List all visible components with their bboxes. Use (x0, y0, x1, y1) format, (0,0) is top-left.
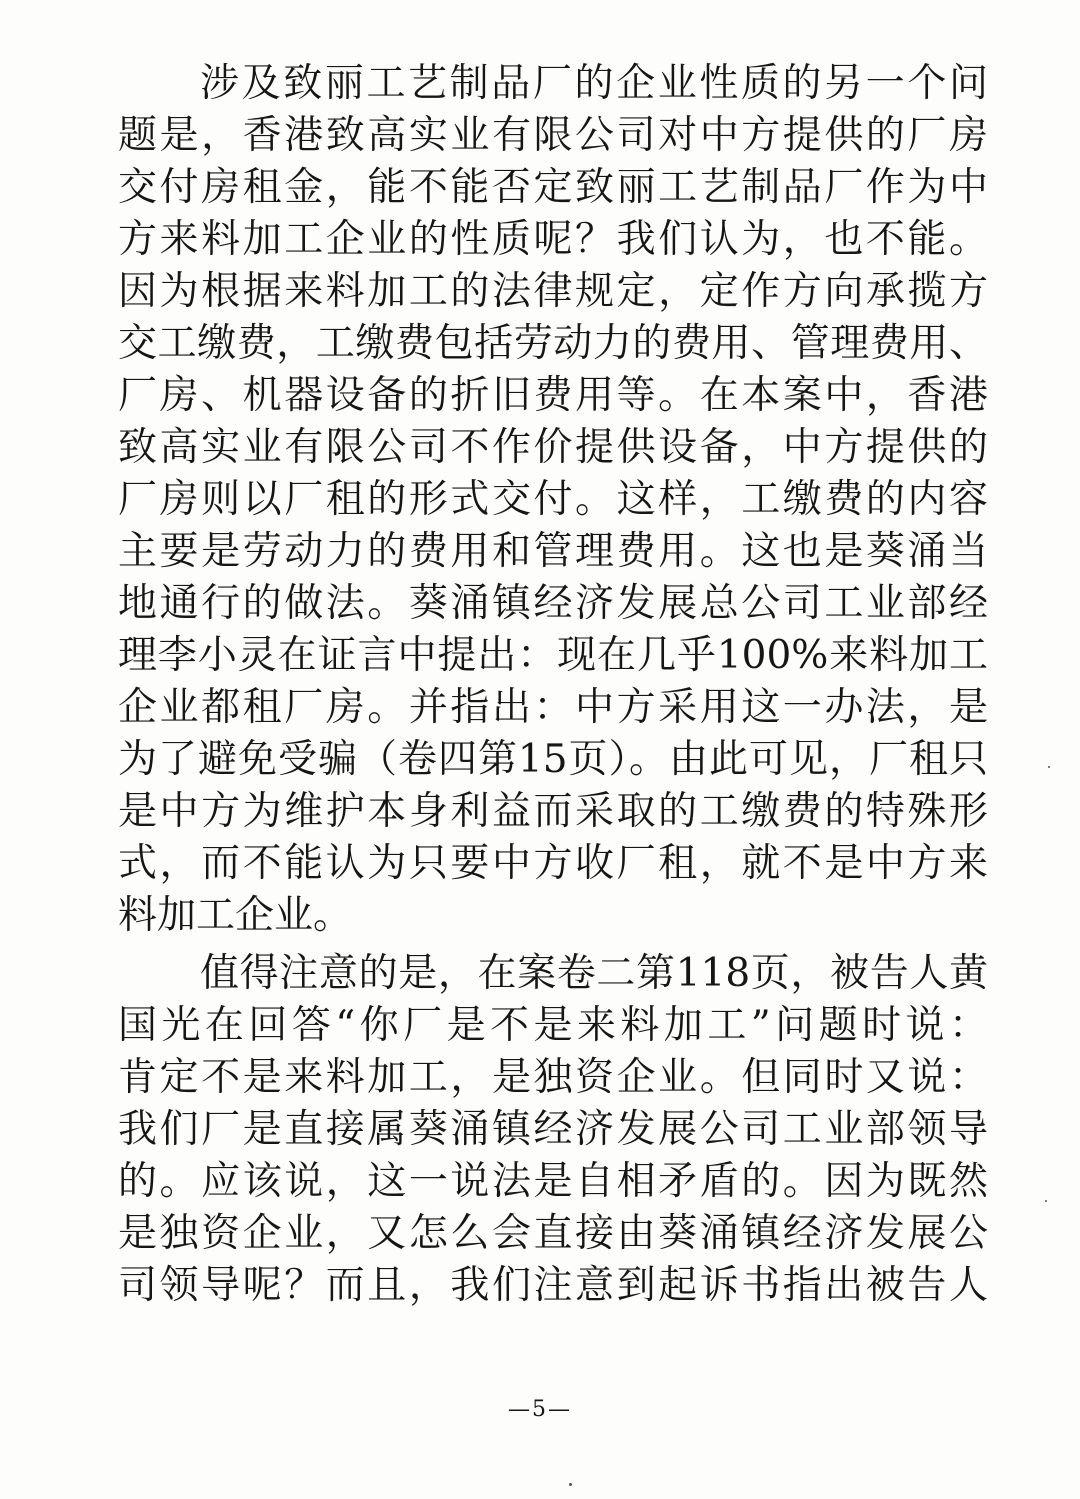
paragraph-1-line-4: 方来料加工企业的性质呢？我们认为，也不能。 (118, 217, 988, 262)
scan-speck (1045, 1200, 1047, 1202)
paragraph-2-line-6: 是独资企业，又怎么会直接由葵涌镇经济发展公 (118, 1211, 988, 1256)
paragraph-1-line-9: 厂房则以厂租的形式交付。这样，工缴费的内容 (118, 477, 988, 522)
scan-speck (1048, 766, 1050, 768)
paragraph-2-line-2: 国光在回答“你厂是不是来料加工”问题时说： (118, 1003, 988, 1048)
paragraph-2-line-1: 值得注意的是，在案卷二第118页，被告人黄 (200, 951, 988, 996)
paragraph-1-line-3: 交付房租金，能不能否定致丽工艺制品厂作为中 (118, 165, 988, 210)
paragraph-1-line-11: 地通行的做法。葵涌镇经济发展总公司工业部经 (118, 581, 988, 626)
scan-speck (569, 1483, 572, 1486)
paragraph-2-line-5: 的。应该说，这一说法是自相矛盾的。因为既然 (118, 1159, 988, 1204)
paragraph-1-line-14: 为了避免受骗（卷四第15页）。由此可见，厂租只 (118, 737, 988, 782)
paragraph-2-line-7: 司领导呢？而且，我们注意到起诉书指出被告人 (118, 1263, 988, 1308)
paragraph-1-line-7: 厂房、机器设备的折旧费用等。在本案中，香港 (118, 373, 988, 418)
paragraph-1-line-16: 式，而不能认为只要中方收厂租，就不是中方来 (118, 841, 988, 886)
paragraph-1-line-10: 主要是劳动力的费用和管理费用。这也是葵涌当 (118, 529, 988, 574)
page-number: —5— (508, 1397, 572, 1422)
paragraph-1-line-6: 交工缴费，工缴费包括劳动力的费用、管理费用、 (118, 321, 988, 366)
paragraph-1-line-1: 涉及致丽工艺制品厂的企业性质的另一个问 (200, 61, 988, 106)
paragraph-2-line-4: 我们厂是直接属葵涌镇经济发展公司工业部领导 (118, 1107, 988, 1152)
paragraph-1-line-2: 题是，香港致高实业有限公司对中方提供的厂房 (118, 113, 988, 158)
paragraph-1-line-12: 理李小灵在证言中提出：现在几乎100%来料加工 (118, 633, 988, 678)
paragraph-1-line-15: 是中方为维护本身利益而采取的工缴费的特殊形 (118, 789, 988, 834)
paragraph-1-line-13: 企业都租厂房。并指出：中方采用这一办法，是 (118, 685, 988, 730)
paragraph-2-line-3: 肯定不是来料加工，是独资企业。但同时又说： (118, 1055, 988, 1100)
paragraph-1-line-8: 致高实业有限公司不作价提供设备，中方提供的 (118, 425, 988, 470)
paragraph-1-line-5: 因为根据来料加工的法律规定，定作方向承揽方 (118, 269, 988, 314)
paragraph-1-line-17: 料加工企业。 (118, 893, 353, 938)
